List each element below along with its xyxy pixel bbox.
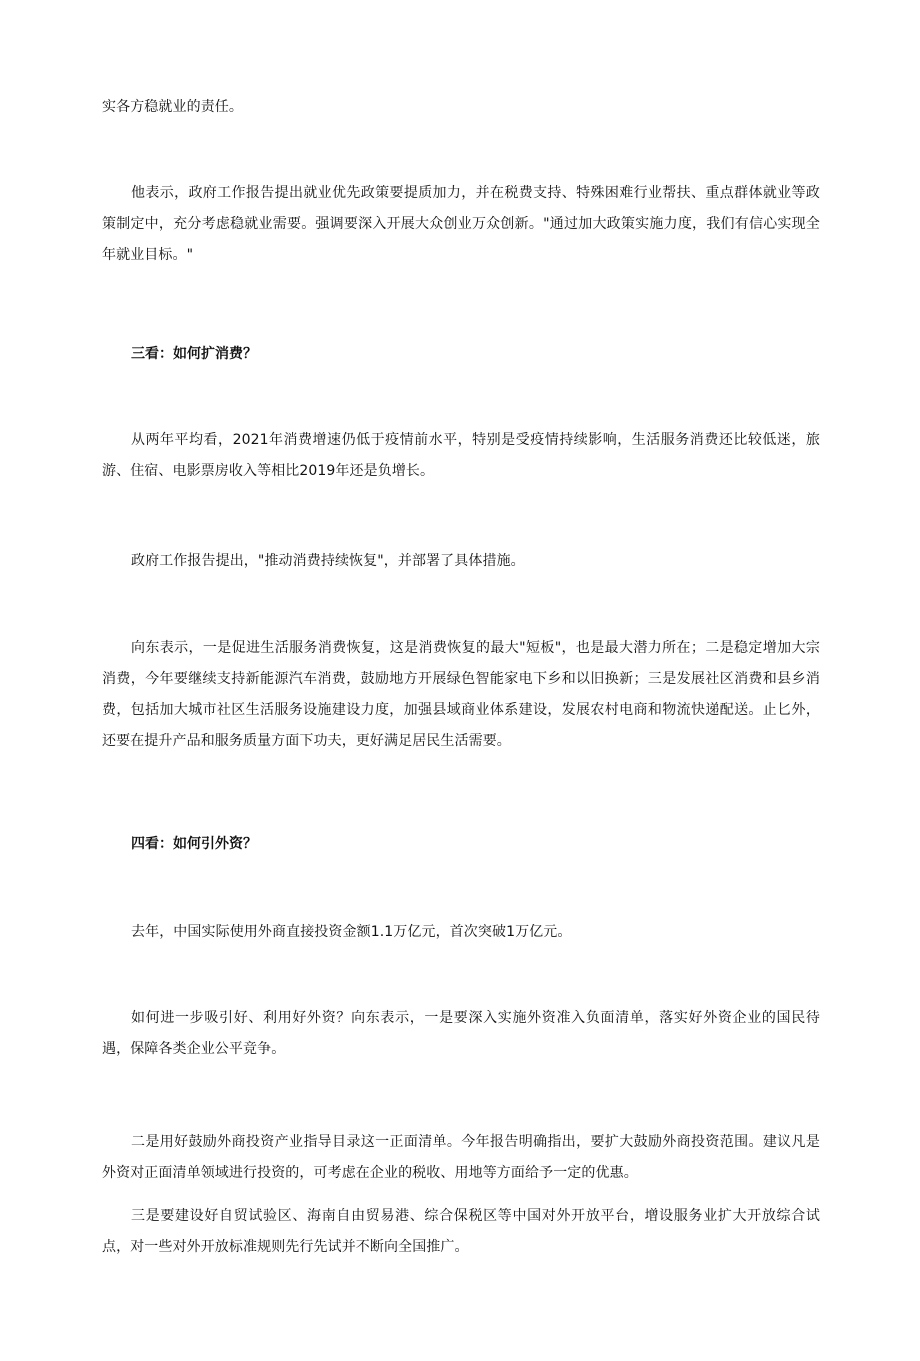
paragraph-consumption-growth: 从两年平均看，2021年消费增速仍低于疫情前水平，特别是受疫情持续影响，生活服务消费还比较低迷，旅游、住宿、电影票房收入等相比2019年还是负增长。 [102,432,820,479]
section-heading-foreign-investment: 四看：如何引外资？ [131,836,257,852]
paragraph-continuation: 实各方稳就业的责任。 [102,99,243,115]
paragraph-employment-policy: 他表示，政府工作报告提出就业优先政策要提质加力，并在税费支持、特殊困难行业帮扶、重点群体就业等政策制定中，充分考虑稳就业需要。强调要深入开展大众创业万众创新。"通过加大政策实施力度，我们有信心实现全年就业目标。" [102,185,820,263]
paragraph-consumption-report: 政府工作报告提出，"推动消费持续恢复"，并部署了具体措施。 [131,553,525,569]
paragraph-fdi-amount: 去年，中国实际使用外商直接投资金额1.1万亿元，首次突破1万亿元。 [131,924,572,940]
section-heading-consumption: 三看：如何扩消费？ [131,346,257,362]
paragraph-opening-platforms: 三是要建设好自贸试验区、海南自由贸易港、综合保税区等中国对外开放平台，增设服务业扩大开放综合试点，对一些对外开放标准规则先行先试并不断向全国推广。 [102,1208,820,1255]
paragraph-negative-list: 如何进一步吸引好、利用好外资？向东表示，一是要深入实施外资准入负面清单，落实好外资企业的国民待遇，保障各类企业公平竞争。 [102,1010,820,1057]
paragraph-positive-list: 二是用好鼓励外商投资产业指导目录这一正面清单。今年报告明确指出，要扩大鼓励外商投资范围。建议凡是外资对正面清单领域进行投资的，可考虑在企业的税收、用地等方面给予一定的优惠。 [102,1134,820,1181]
paragraph-consumption-measures: 向东表示，一是促进生活服务消费恢复，这是消费恢复的最大"短板"，也是最大潜力所在；二是稳定增加大宗消费，今年要继续支持新能源汽车消费，鼓励地方开展绿色智能家电下乡和以旧换新；三是发展社区消费和县乡消费，包括加大城市社区生活服务设施建设力度，加强县域商业体系建设，发展农村电商和物流快递配送。止匕外，还要在提升产品和服务质量方面下功夫，更好满足居民生活需要。 [102,640,820,749]
